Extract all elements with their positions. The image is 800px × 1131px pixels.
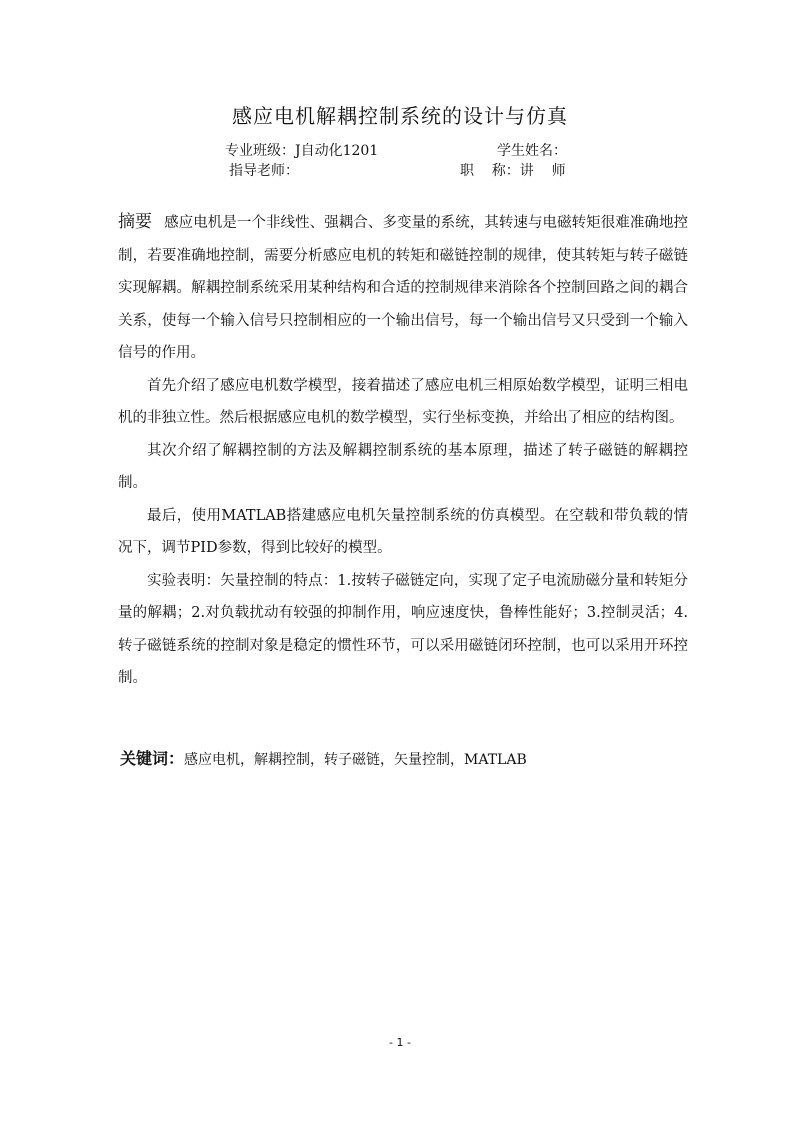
abstract-paragraph-3: 其次介绍了解耦控制的方法及解耦控制系统的基本原理，描述了转子磁链的解耦控制。 <box>118 442 688 491</box>
rank-field: 职 称：讲 师 <box>460 163 566 179</box>
page-number: - 1 - <box>389 1036 411 1049</box>
abstract-paragraph-5: 实验表明：矢量控制的特点：1.按转子磁链定向，实现了定子电流励磁分量和转矩分量的解耦；2.对负载扰动有较强的抑制作用，响应速度快，鲁棒性能好；3.控制灵活；4.转子磁链系统的控制对象是稳定的惯性环节，可以采用磁链闭环控制，也可以采用开环控制。 <box>118 572 688 686</box>
paper-title: 感应电机解耦控制系统的设计与仿真 <box>232 104 568 128</box>
abstract-section <box>118 206 688 695</box>
major-class-field: 专业班级：J自动化1201 <box>225 143 379 159</box>
advisor-field: 指导老师： <box>229 163 299 179</box>
abstract-heading: 摘要 <box>118 212 153 232</box>
keywords-heading: 关键词： <box>120 749 185 768</box>
student-name-field: 学生姓名： <box>497 143 567 159</box>
keywords-section <box>120 745 527 774</box>
keywords-text: 感应电机，解耦控制，转子磁链，矢量控制，MATLAB <box>184 752 527 768</box>
abstract-paragraph-1 <box>118 206 688 370</box>
abstract-paragraph-1-text: 感应电机是一个非线性、强耦合、多变量的系统，其转速与电磁转矩很难准确地控制，若要准确地控制，需要分析感应电机的转矩和磁链控制的规律，使其转矩与转子磁链实现解耦。解耦控制系统采用某种结构和合适的控制规律来消除各个控制回路之间的耦合关系，使每一个输入信号只控制相应的一个输出信号，每一个输出信号又只受到一个输入信号的作用。 <box>118 215 688 361</box>
abstract-paragraph-4: 最后，使用MATLAB搭建感应电机矢量控制系统的仿真模型。在空载和带负载的情况下，调节PID参数，得到比较好的模型。 <box>118 507 688 556</box>
abstract-paragraph-2: 首先介绍了感应电机数学模型，接着描述了感应电机三相原始数学模型，证明三相电机的非独立性。然后根据感应电机的数学模型，实行坐标变换，并给出了相应的结构图。 <box>118 377 688 426</box>
